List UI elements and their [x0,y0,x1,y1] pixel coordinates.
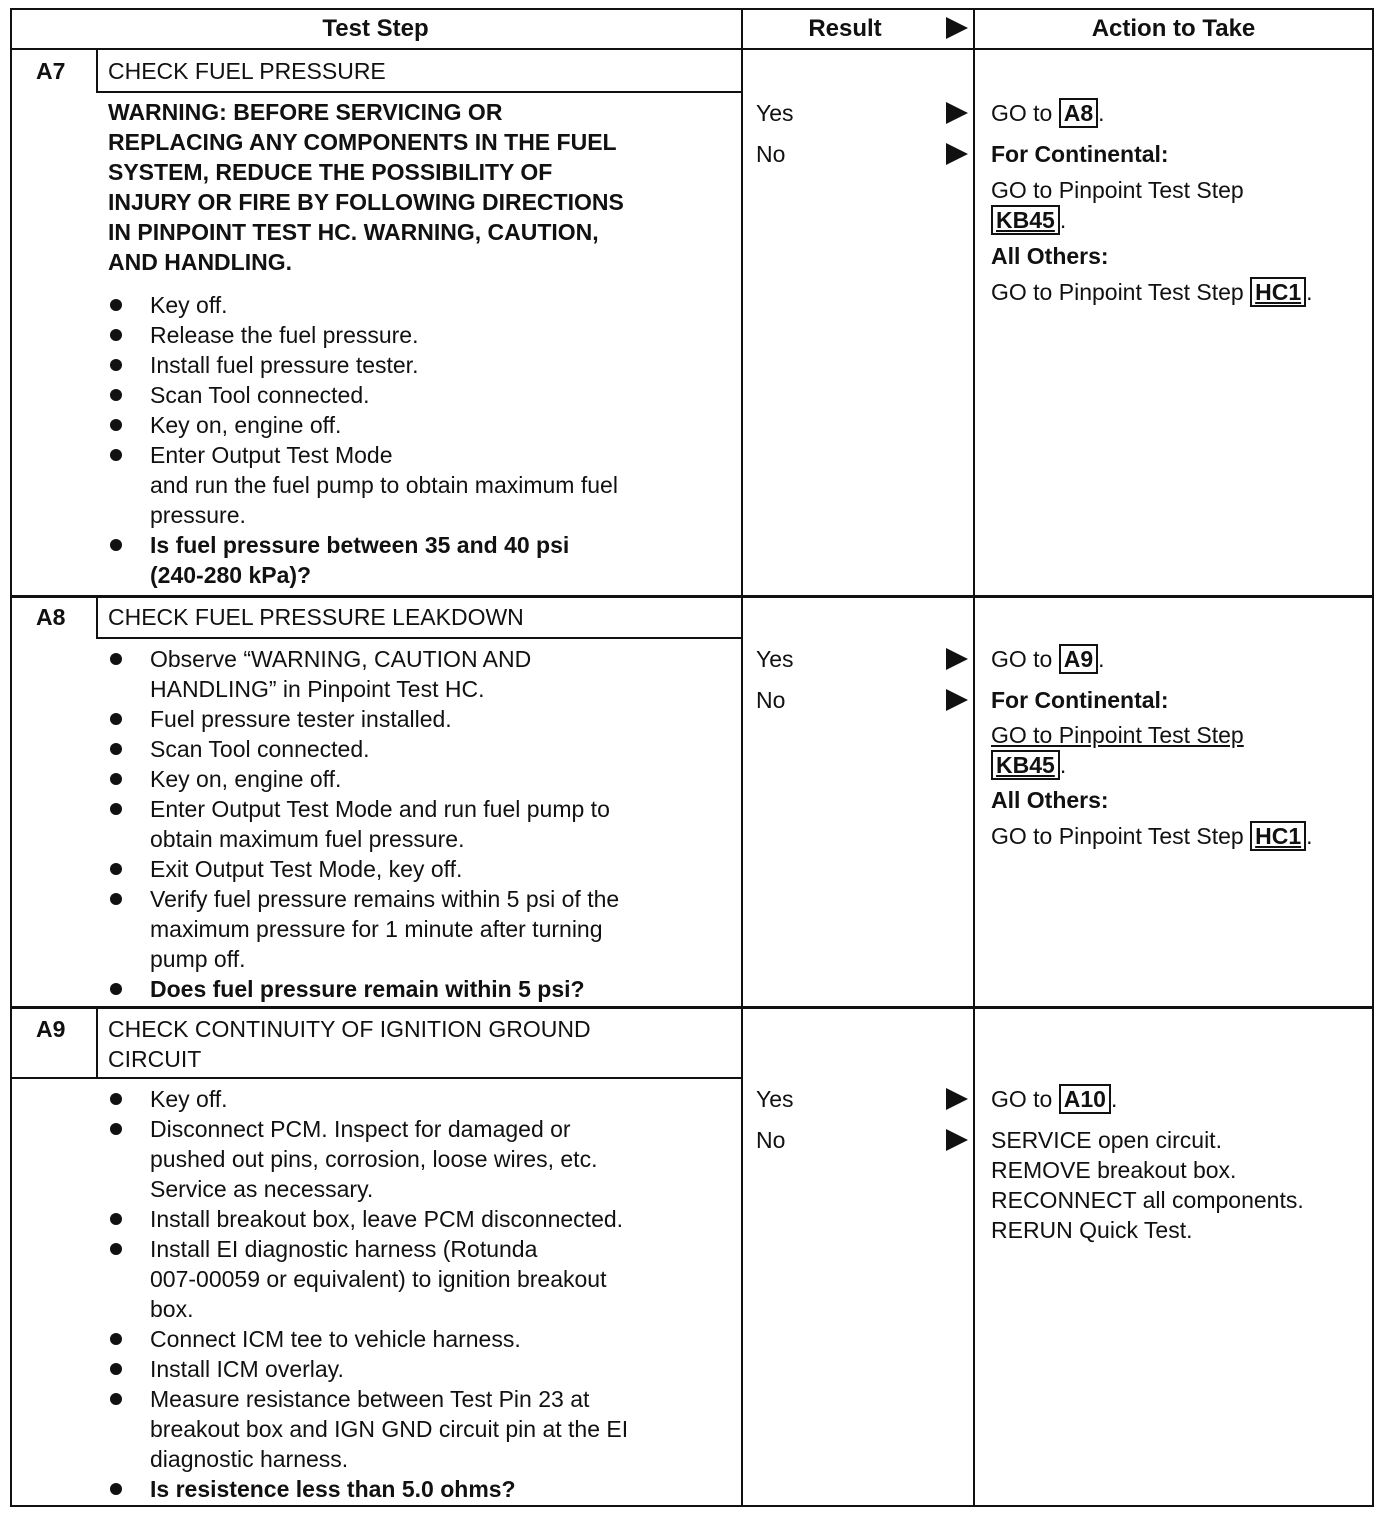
arrow-icon [946,143,968,165]
result-no: No [756,687,786,713]
row-divider-a9 [10,1006,1374,1009]
bullet-text: obtain maximum fuel pressure. [150,826,465,852]
bullet-icon [110,743,122,755]
others-text-line: GO to Pinpoint Test Step HC1 . [991,279,1313,305]
warning-line: REPLACING ANY COMPONENTS IN THE FUEL [108,129,617,155]
bullet-text: HANDLING” in Pinpoint Test HC. [150,676,485,702]
arrow-icon [946,1129,968,1151]
arrow-icon [946,102,968,124]
continental-text: GO to Pinpoint Test Step [991,177,1244,203]
action-no-line: REMOVE breakout box. [991,1157,1237,1183]
header-arrow-icon [946,17,968,39]
step-ref-a9[interactable]: A9 [1059,644,1098,674]
warning-line: WARNING: BEFORE SERVICING OR [108,99,503,125]
column-divider-result [741,8,743,1507]
bullet-icon [110,449,122,461]
bullet-text: Install fuel pressure tester. [150,352,419,378]
bullet-text: Key off. [150,1086,228,1112]
bullet-icon [110,1333,122,1345]
step-ref-hc1[interactable]: HC1 [1250,277,1306,307]
bullet-icon [110,539,122,551]
others-text: GO to Pinpoint Test Step [991,823,1244,849]
action-yes-prefix: GO to [991,100,1053,126]
others-label: All Others: [991,243,1109,269]
bullet-question: (240-280 kPa)? [150,562,312,588]
bullet-text: pump off. [150,946,246,972]
bullet-text: Disconnect PCM. Inspect for damaged or [150,1116,571,1142]
step-title: CIRCUIT [108,1046,202,1072]
bullet-icon [110,1483,122,1495]
bullet-text: Key on, engine off. [150,412,342,438]
bullet-text: maximum pressure for 1 minute after turning [150,916,603,942]
bullet-icon [110,329,122,341]
bullet-text: Key on, engine off. [150,766,342,792]
bullet-text: box. [150,1296,194,1322]
continental-ref-line: KB45 . [991,750,1066,780]
bullet-question: Is resistence less than 5.0 ohms? [150,1476,516,1502]
bullet-text: diagnostic harness. [150,1446,349,1472]
action-yes-prefix: GO to [991,1086,1053,1112]
action-no-line: RECONNECT all components. [991,1187,1304,1213]
bullet-text: Install EI diagnostic harness (Rotunda [150,1236,538,1262]
header-divider [10,48,1374,50]
bullet-text: Enter Output Test Mode [150,442,393,468]
bullet-text: Install ICM overlay. [150,1356,344,1382]
bullet-icon [110,773,122,785]
bullet-text: Release the fuel pressure. [150,322,419,348]
table-border-left [10,8,12,1507]
bullet-text: Observe “WARNING, CAUTION AND [150,646,532,672]
bullet-icon [110,1093,122,1105]
warning-line: SYSTEM, REDUCE THE POSSIBILITY OF [108,159,553,185]
a8-title-underline [96,637,741,639]
bullet-text: Install breakout box, leave PCM disconnected. [150,1206,624,1232]
action-yes: GO to A8 . [991,100,1105,126]
bullet-icon [110,359,122,371]
bullet-text: Connect ICM tee to vehicle harness. [150,1326,521,1352]
arrow-icon [946,1088,968,1110]
bullet-icon [110,1123,122,1135]
warning-line: INJURY OR FIRE BY FOLLOWING DIRECTIONS [108,189,624,215]
action-yes: GO to A10 . [991,1086,1118,1112]
bullet-text: Fuel pressure tester installed. [150,706,452,732]
continental-label: For Continental: [991,687,1169,713]
arrow-icon [946,689,968,711]
result-no: No [756,1127,786,1153]
bullet-icon [110,803,122,815]
bullet-text: and run the fuel pump to obtain maximum fuel [150,472,618,498]
step-number: A7 [36,58,66,84]
bullet-question: Is fuel pressure between 35 and 40 psi [150,532,570,558]
bullet-text: pressure. [150,502,246,528]
step-ref-a8[interactable]: A8 [1059,98,1098,128]
a9-title-underline [10,1077,741,1079]
bullet-text: Scan Tool connected. [150,382,370,408]
bullet-text: 007-00059 or equivalent) to ignition breakout [150,1266,607,1292]
bullet-icon [110,1243,122,1255]
arrow-icon [946,648,968,670]
bullet-icon [110,419,122,431]
bullet-question: Does fuel pressure remain within 5 psi? [150,976,585,1002]
header-test-step: Test Step [322,15,429,42]
bullet-icon [110,1363,122,1375]
bullet-text: pushed out pins, corrosion, loose wires, etc. [150,1146,598,1172]
bullet-text: Service as necessary. [150,1176,374,1202]
bullet-text: Measure resistance between Test Pin 23 at [150,1386,590,1412]
others-label: All Others: [991,787,1109,813]
bullet-icon [110,893,122,905]
table-border-right [1372,8,1374,1507]
bullet-icon [110,299,122,311]
others-text-line: GO to Pinpoint Test Step HC1 . [991,823,1313,849]
step-title: CHECK FUEL PRESSURE LEAKDOWN [108,604,524,630]
warning-line: IN PINPOINT TEST HC. WARNING, CAUTION, [108,219,599,245]
step-ref-kb45[interactable]: KB45 [991,205,1060,235]
table-border-bottom [10,1505,1374,1507]
bullet-text: Verify fuel pressure remains within 5 psi of the [150,886,620,912]
continental-text: GO to Pinpoint Test Step [991,722,1244,748]
a9-step-divider [96,1009,98,1077]
bullet-text: Scan Tool connected. [150,736,370,762]
step-number: A8 [36,604,66,630]
step-ref-a10[interactable]: A10 [1059,1084,1111,1114]
step-number: A9 [36,1016,66,1042]
table-border-top [10,8,1374,10]
action-yes: GO to A9 . [991,646,1105,672]
header-action: Action to Take [1091,15,1256,42]
bullet-text: breakout box and IGN GND circuit pin at the EI [150,1416,629,1442]
diagnostic-table [10,8,1374,1508]
action-yes-prefix: GO to [991,646,1053,672]
continental-ref-line: KB45 . [991,205,1066,235]
header-result: Result [808,15,882,42]
bullet-icon [110,1393,122,1405]
bullet-text: Key off. [150,292,228,318]
bullet-icon [110,653,122,665]
bullet-text: Exit Output Test Mode, key off. [150,856,463,882]
action-no-line: RERUN Quick Test. [991,1217,1193,1243]
bullet-icon [110,1213,122,1225]
a7-step-divider [96,50,98,92]
continental-label: For Continental: [991,141,1169,167]
row-divider-a8 [10,595,1374,598]
warning-line: AND HANDLING. [108,249,292,275]
result-no: No [756,141,786,167]
action-no-line: SERVICE open circuit. [991,1127,1222,1153]
bullet-icon [110,389,122,401]
step-ref-hc1[interactable]: HC1 [1250,821,1306,851]
a8-step-divider [96,598,98,638]
result-yes: Yes [756,1086,794,1112]
bullet-icon [110,983,122,995]
bullet-icon [110,713,122,725]
others-text: GO to Pinpoint Test Step [991,279,1244,305]
result-yes: Yes [756,646,794,672]
bullet-text: Enter Output Test Mode and run fuel pump to [150,796,610,822]
result-yes: Yes [756,100,794,126]
step-title: CHECK FUEL PRESSURE [108,58,386,84]
column-divider-action [973,8,975,1507]
step-title: CHECK CONTINUITY OF IGNITION GROUND [108,1016,591,1042]
step-ref-kb45[interactable]: KB45 [991,750,1060,780]
bullet-icon [110,863,122,875]
a7-title-underline [96,91,741,93]
